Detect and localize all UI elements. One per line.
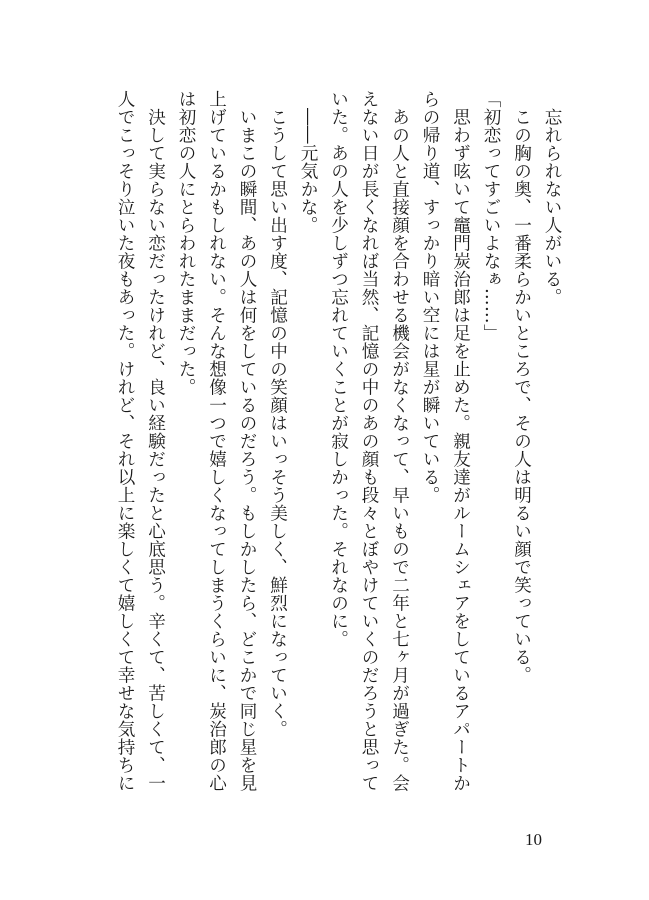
text-line: 「初恋ってすごいよなぁ……」 [481,90,501,342]
text-line: この胸の奥、一番柔らかいところで、その人は明るい顔で笑っている。 [511,90,532,684]
text-line: らの帰り道、すっかり暗い空には星が瞬いている。 [420,90,440,504]
text-line: えない日が長くなれば当然、記憶の中のあの顔も段々とぼやけていくのだろうと思って [359,90,379,792]
vertical-text-body [110,90,568,810]
text-line: 忘れられない人がいる。 [542,90,562,306]
text-line: あの人と直接顔を合わせる機会がなくなって、早いもので二年と七ヶ月が過ぎた。会 [389,90,410,792]
text-line: 上げているかもしれない。そんな想像一つで嬉しくなってしまうくらいに、炭治郎の心 [206,90,227,792]
text-line: 思わず呟いて竈門炭治郎は足を止めた。親友達がルームシェアをしているアパートか [450,90,471,792]
text-line: いまこの瞬間、あの人は何をしているのだろう。もしかしたら、どこかで同じ星を見 [237,90,257,792]
text-line: 決して実らない恋だったけれど、良い経験だったと心底思う。辛くて、苦しくて、一 [145,90,166,792]
text-line: 人でこっそり泣いた夜もあった。けれど、それ以上に楽しくて嬉しくて幸せな気持ちに [115,90,135,792]
text-line: こうして思い出す度、記憶の中の笑顔はいっそう美しく、鮮烈になっていく。 [267,90,288,738]
text-line: は初恋の人にとらわれたままだった。 [176,90,196,396]
page-number: 10 [525,830,542,849]
text-line: いた。あの人を少しずつ忘れていくことが寂しかった。それなのに。 [328,90,349,648]
text-line: ――元気かな。 [298,90,318,234]
